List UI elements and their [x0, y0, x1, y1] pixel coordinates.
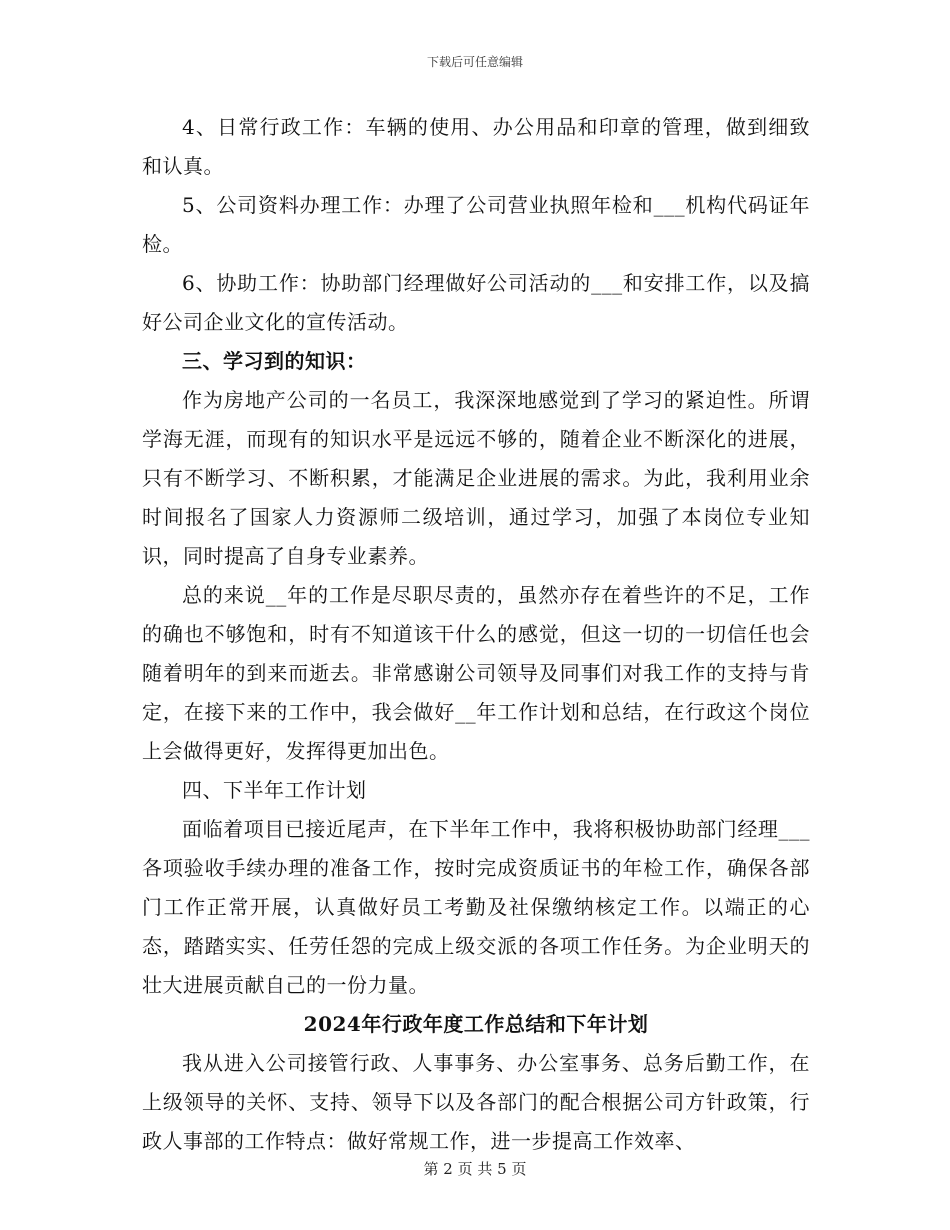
header-note: 下载后可任意编辑 [426, 55, 523, 69]
section-heading-knowledge: 三、学习到的知识： [182, 349, 367, 373]
paragraph-daily-admin: 4、日常行政工作：车辆的使用、办公用品和印章的管理，做到细致和认真。 [142, 115, 810, 178]
paragraph-learning: 作为房地产公司的一名员工，我深深地感觉到了学习的紧迫性。所谓学海无涯，而现有的知识水平是远远不够的，随着企业不断深化的进展，只有不断学习、不断积累，才能满足企业进展的需求。为此，我利用业余时间报名了国家人力资源师二级培训，通过学习，加强了本岗位专业知识，同时提高了自身专业素养。 [142, 388, 810, 568]
document-title: 2024年行政年度工作总结和下年计划 [303, 1012, 649, 1036]
page-number: 第 2 页 共 5 页 [423, 1160, 527, 1178]
paragraph-company-documents: 5、公司资料办理工作：办理了公司营业执照年检和___机构代码证年检。 [142, 193, 810, 256]
document-body [142, 108, 810, 1161]
paragraph-summary: 总的来说__年的工作是尽职尽责的，虽然亦存在着些许的不足，工作的确也不够饱和，时有不知道该干什么的感觉，但这一切的一切信任也会随着明年的到来而逝去。非常感谢公司领导及同事们对我工作的支持与肯定，在接下来的工作中，我会做好__年工作计划和总结，在行政这个岗位上会做得更好，发挥得更加出色。 [142, 583, 810, 763]
paragraph-intro: 我从进入公司接管行政、人事事务、办公室事务、总务后勤工作，在上级领导的关怀、支持、领导下以及各部门的配合根据公司方针政策，行政人事部的工作特点：做好常规工作，进一步提高工作效率、 [142, 1051, 810, 1153]
paragraph-plan: 面临着项目已接近尾声，在下半年工作中，我将积极协助部门经理___各项验收手续办理的准备工作，按时完成资质证书的年检工作，确保各部门工作正常开展，认真做好员工考勤及社保缴纳核定工作。以端正的心态，踏踏实实、任劳任怨的完成上级交派的各项工作任务。为企业明天的壮大进展贡献自己的一份力量。 [142, 817, 810, 997]
section-heading-plan: 四、下半年工作计划 [182, 778, 367, 802]
paragraph-assist-work: 6、协助工作：协助部门经理做好公司活动的___和安排工作，以及搞好公司企业文化的宣传活动。 [142, 271, 810, 334]
